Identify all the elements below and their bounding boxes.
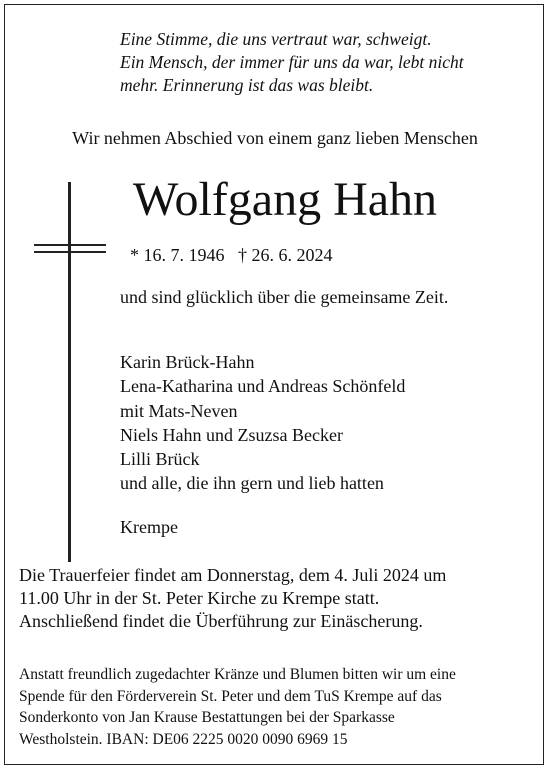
mourner: Niels Hahn und Zsuzsa Becker	[120, 424, 343, 445]
poem	[120, 28, 464, 97]
poem-line: mehr. Erinnerung ist das was bleibt.	[120, 75, 374, 95]
donation-info	[19, 664, 456, 750]
donation-line: Spende für den Förderverein St. Peter und dem TuS Krempe auf das	[19, 687, 442, 705]
life-dates	[130, 245, 333, 266]
death-date: † 26. 6. 2024	[238, 245, 333, 265]
deceased-name: Wolfgang Hahn	[133, 173, 438, 226]
farewell-intro: Wir nehmen Abschied von einem ganz lieben Menschen	[72, 128, 478, 148]
ceremony-line: Anschließend findet die Überführung zur Einäscherung.	[19, 611, 423, 631]
donation-line: Sonderkonto von Jan Krause Bestattungen bei der Sparkasse	[19, 709, 395, 726]
poem-line: Eine Stimme, die uns vertraut war, schweigt.	[120, 29, 432, 49]
cross-bar-bottom	[34, 251, 106, 253]
donation-line: Westholstein. IBAN: DE06 2225 0020 0090 6969 15	[19, 730, 348, 748]
poem-line: Ein Mensch, der immer für uns da war, lebt nicht	[120, 52, 464, 72]
cross-bar-top	[34, 244, 106, 246]
mourner: und alle, die ihn gern und lieb hatten	[120, 473, 384, 494]
mourner: Lena-Katharina und Andreas Schönfeld	[120, 376, 406, 397]
ceremony-line: 11.00 Uhr in der St. Peter Kirche zu Krempe statt.	[19, 588, 380, 608]
birth-date: * 16. 7. 1946	[130, 245, 225, 265]
mourners-list	[120, 350, 405, 496]
cross-icon	[68, 182, 71, 562]
ceremony-line: Die Trauerfeier findet am Donnerstag, dem 4. Juli 2024 um	[19, 565, 447, 585]
donation-line: Anstatt freundlich zugedachter Kränze und Blumen bitten wir um eine	[19, 666, 456, 683]
mourner: Lilli Brück	[120, 449, 200, 470]
place: Krempe	[120, 517, 178, 537]
ceremony-info	[19, 564, 446, 633]
mourner: Karin Brück-Hahn	[120, 352, 255, 372]
gratitude-line: und sind glücklich über die gemeinsame Zeit.	[120, 287, 449, 307]
mourner: mit Mats-Neven	[120, 400, 238, 421]
